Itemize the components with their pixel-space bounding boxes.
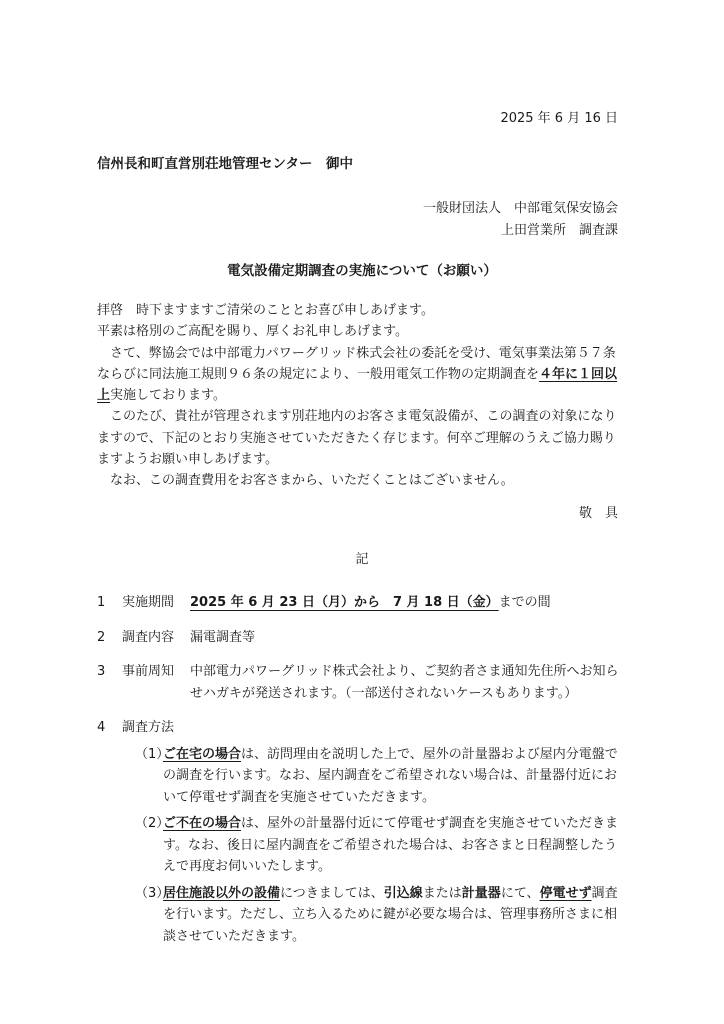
fee-paragraph: なお、この調査費用をお客さまから、いただくことはございません。 [110,473,514,489]
sub-number: （2） [135,816,170,831]
list-item-period [97,592,622,614]
sub-emphasis: 停電せず [539,885,592,901]
item-list [97,592,622,947]
list-item-notice [97,661,622,704]
method-absent [97,813,622,878]
method-home [97,744,622,809]
item-label: 調査内容 [122,629,175,645]
item-label: 事前周知 [122,664,175,679]
document-date: 2025 年 6 月 16 日 [500,111,618,126]
recipient-name: 信州長和町直営別荘地管理センター 御中 [97,156,353,172]
item-number: 3 [97,664,106,679]
sub-text [163,813,622,878]
list-item-method [97,717,622,947]
item-value: 中部電力パワーグリッド株式会社より、ご契約者さま通知先住所へお知らせハガキが発送されます。（一部送付されないケースもあります。） [190,664,619,701]
purpose-paragraph [97,343,622,407]
item-value: 漏電調査等 [190,629,256,645]
sub-text [163,744,622,809]
sub-body: につきましては、 [280,885,384,901]
letter-body [97,300,622,492]
sub-emphasis: ご在宅の場合 [163,746,242,762]
greeting-paragraph: 拝啓 時下ますますご清栄のこととお喜び申しあげます。 [97,303,434,318]
item-label: 実施期間 [122,595,175,610]
sub-number: （1） [135,746,170,762]
item-value [190,592,622,614]
purpose-text-end: 実施しております。 [110,388,226,404]
sender-organization: 一般財団法人 中部電気保安協会 [422,201,618,216]
period-dates: 2025 年 6 月 23 日（月）から 7 月 18 日（金） [190,595,499,610]
closing-phrase: 敬 具 [578,506,618,521]
sub-body: 調査を行います。ただし、立ち入るために鍵が必要な場合は、管理事務所さまに相談させていただきます。 [163,885,618,944]
sub-emphasis: ご不在の場合 [163,816,242,831]
sub-number: （3） [135,885,170,901]
sender-department: 上田営業所 調査課 [500,223,618,238]
sub-emphasis: 引込線 [383,885,423,901]
method-nonresidential [97,883,622,948]
ki-heading: 記 [355,552,369,567]
item-label: 調査方法 [122,720,175,735]
thanks-paragraph: 平素は格別のご高配を賜り、厚くお礼申しあげます。 [97,324,408,340]
document-title: 電気設備定期調査の実施について（お願い） [227,263,497,279]
request-paragraph: このたび、貴社が管理されます別荘地内のお客さま電気設備が、この調査の対象になりますので、下記のとおり実施させていただきたく存じます。何卒ご理解のうえご協力賜りますようお願い申しあげます。 [97,409,617,468]
sub-text [163,883,622,948]
sub-emphasis: 居住施設以外の設備 [163,885,281,901]
purpose-text: さて、弊協会では中部電力パワーグリッド株式会社の委託を受け、電気事業法第５７条ならびに同法施工規則９６条の規定により、一般用電気工作物の定期調査を [97,345,616,382]
sub-body: は、屋外の計量器付近にて停電せず調査を実施させていただきます。なお、後日に屋内調査をご希望された場合は、お客さまと日程調整したうえで再度お伺いいたします。 [163,816,619,874]
sub-body: にて、 [500,885,540,901]
frequency-emphasis: ４年に１回以上 [97,366,618,404]
item-number: 2 [97,629,106,645]
sub-body: または [422,885,462,901]
item-number: 4 [97,720,106,735]
period-suffix: までの間 [498,595,551,610]
list-item-content [97,627,622,649]
item-number: 1 [97,595,106,610]
sub-emphasis: 計量器 [461,885,501,901]
sub-body: は、訪問理由を説明した上で、屋外の計量器および屋内分電盤での調査を行います。なお、屋内調査をご希望されない場合は、計量器付近において停電せず調査を実施させていただきます。 [163,746,618,805]
